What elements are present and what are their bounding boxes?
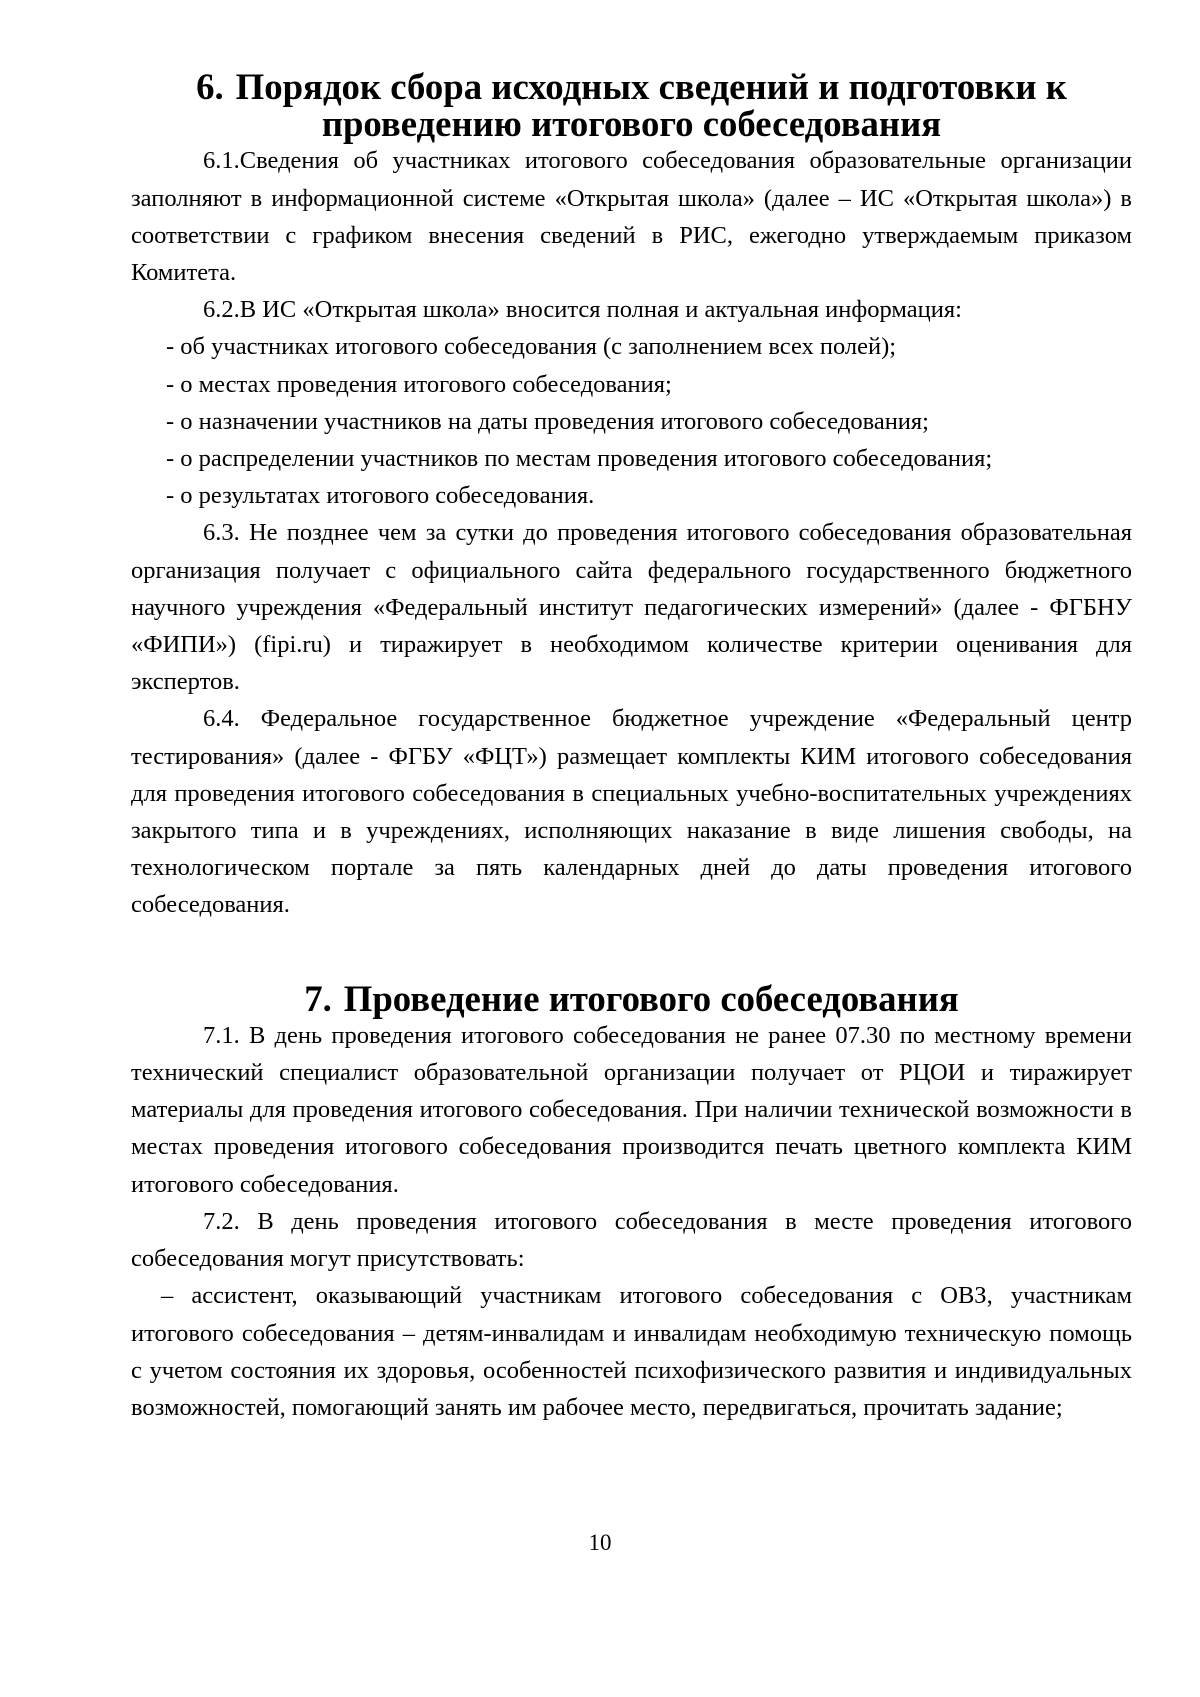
paragraph-7-1: 7.1. В день проведения итогового собеседования не ранее 07.30 по местному времени технический специалист образовательной организации получает от РЦОИ и тиражирует материалы для проведения итогового собеседования. При наличии технической возможности в местах проведения итогового собеседования производится печать цветного комплекта КИМ итогового собеседования.: [131, 1021, 1132, 1198]
paragraph-6-2: 6.2.В ИС «Открытая школа» вносится полная и актуальная информация:: [203, 296, 962, 324]
list-item: - об участниках итогового собеседования (с заполнением всех полей);: [166, 333, 897, 361]
list-item: - о распределении участников по местам проведения итогового собеседования;: [166, 445, 993, 473]
section-7-heading: [131, 977, 1132, 1019]
section-7-number: 7.: [304, 977, 332, 1019]
paragraph-7-2: 7.2. В день проведения итогового собеседования в месте проведения итогового собеседования могут присутствовать:: [131, 1207, 1132, 1273]
list-item: - о результатах итогового собеседования.: [166, 482, 595, 510]
section-6-number: 6.: [196, 66, 224, 107]
paragraph-6-3: 6.3. Не позднее чем за сутки до проведения итогового собеседования образовательная организация получает с официального сайта федерального государственного бюджетного научного учреждения «Федеральный институт педагогических измерений» (далее - ФГБНУ «ФИПИ») (fipi.ru) и тиражирует в необходимом количестве критерии оценивания для экспертов.: [131, 519, 1132, 696]
document-page: [131, 68, 1132, 1426]
section-6-title: Порядок сбора исходных сведений и подготовки к проведению итогового собеседования: [235, 66, 1067, 145]
section-6-heading: [131, 66, 1132, 145]
page-number: 10: [588, 1530, 612, 1555]
paragraph-6-1: 6.1.Сведения об участниках итогового собеседования образовательные организации заполняют в информационной системе «Открытая школа» (далее – ИС «Открытая школа») в соответствии с графиком внесения сведений в РИС, ежегодно утверждаемым приказом Комитета.: [131, 147, 1132, 287]
dash-list-item: – ассистент, оказывающий участникам итогового собеседования с ОВЗ, участникам итогового собеседования – детям-инвалидам и инвалидам необходимую техническую помощь с учетом состояния их здоровья, особенностей психофизического развития и индивидуальных возможностей, помогающий занять им рабочее место, передвигаться, прочитать задание;: [131, 1282, 1132, 1421]
section-7-title: Проведение итогового собеседования: [343, 977, 959, 1019]
list-item: - о местах проведения итогового собеседования;: [166, 370, 672, 398]
info-list: [131, 328, 1132, 514]
list-item: - о назначении участников на даты проведения итогового собеседования;: [166, 407, 929, 435]
section-spacer: [131, 924, 1132, 980]
paragraph-6-4: 6.4. Федеральное государственное бюджетное учреждение «Федеральный центр тестирования» (далее - ФГБУ «ФЦТ») размещает комплекты КИМ итогового собеседования для проведения итогового собеседования в специальных учебно-воспитательных учреждениях закрытого типа и в учреждениях, исполняющих наказание в виде лишения свободы, на технологическом портале за пять календарных дней до даты проведения итогового собеседования.: [131, 705, 1132, 919]
